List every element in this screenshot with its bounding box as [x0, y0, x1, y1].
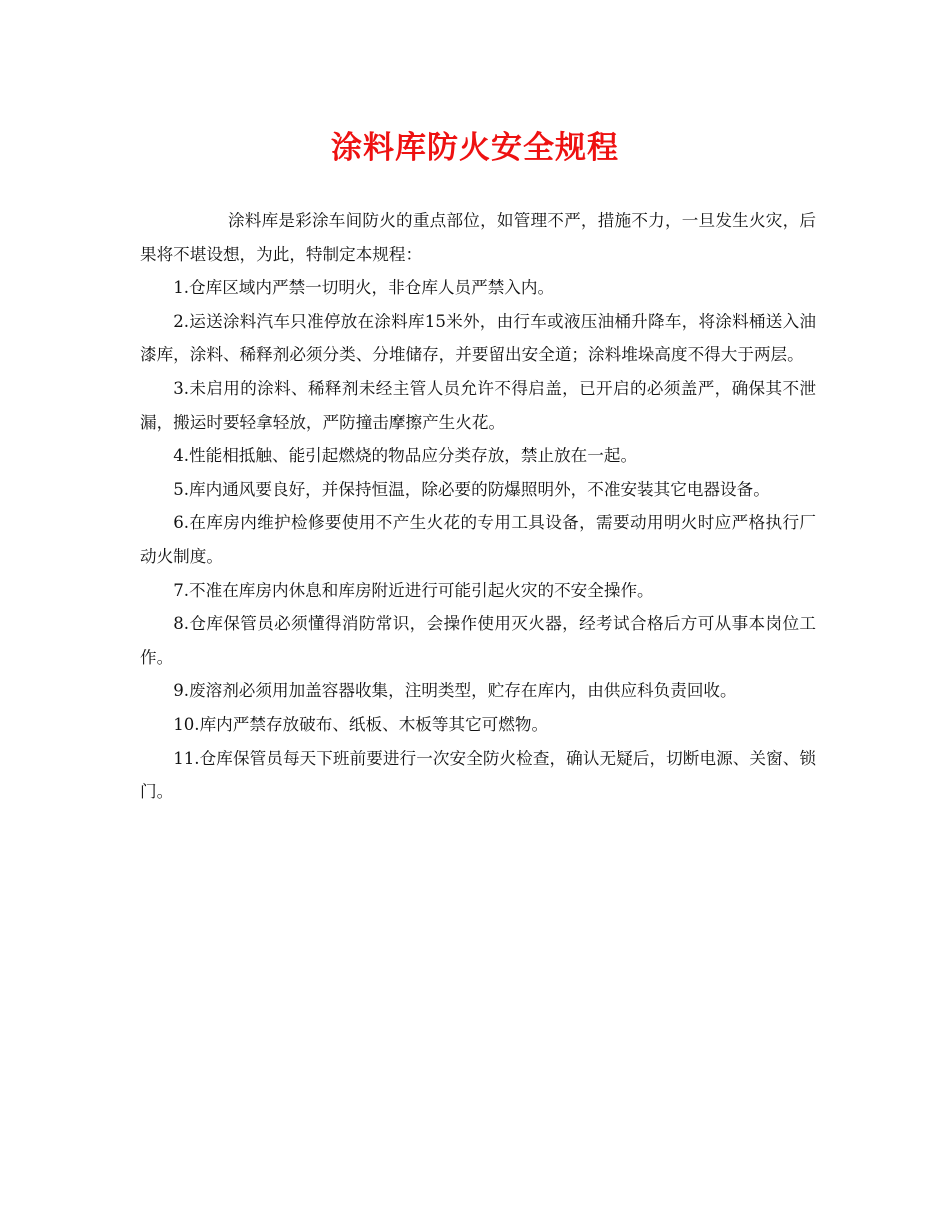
rule-2: 2.运送涂料汽车只准停放在涂料库15米外，由行车或液压油桶升降车，将涂料桶送入油漆库，涂料、稀释剂必须分类、分堆储存，并要留出安全道；涂料堆垛高度不得大于两层。	[140, 311, 816, 365]
rule-8: 8.仓库保管员必须懂得消防常识，会操作使用灭火器，经考试合格后方可从事本岗位工作。	[140, 614, 816, 667]
rule-9: 9.废溶剂必须用加盖容器收集，注明类型，贮存在库内，由供应科负责回收。	[173, 681, 737, 701]
document-body	[140, 204, 816, 809]
rule-3: 3.未启用的涂料、稀释剂未经主管人员允许不得启盖，已开启的必须盖严，确保其不泄漏，搬运时要轻拿轻放，严防撞击摩擦产生火花。	[140, 378, 816, 432]
rule-7: 7.不准在库房内休息和库房附近进行可能引起火灾的不安全操作。	[173, 580, 654, 600]
rule-6: 6.在库房内维护检修要使用不产生火花的专用工具设备，需要动用明火时应严格执行厂动火制度。	[140, 513, 816, 566]
rule-4: 4.性能相抵触、能引起燃烧的物品应分类存放，禁止放在一起。	[173, 446, 638, 466]
intro-paragraph: 涂料库是彩涂车间防火的重点部位，如管理不严，措施不力，一旦发生火灾，后果将不堪设想，为此，特制定本规程：	[140, 211, 816, 264]
rule-10: 10.库内严禁存放破布、纸板、木板等其它可燃物。	[173, 714, 549, 734]
rule-1: 1.仓库区域内严禁一切明火，非仓库人员严禁入内。	[173, 278, 555, 298]
rule-5: 5.库内通风要良好，并保持恒温，除必要的防爆照明外，不准安装其它电器设备。	[173, 479, 770, 499]
document-title: 涂料库防火安全规程	[331, 130, 619, 166]
rule-11: 11.仓库保管员每天下班前要进行一次安全防火检查，确认无疑后，切断电源、关窗、锁门。	[140, 748, 816, 802]
